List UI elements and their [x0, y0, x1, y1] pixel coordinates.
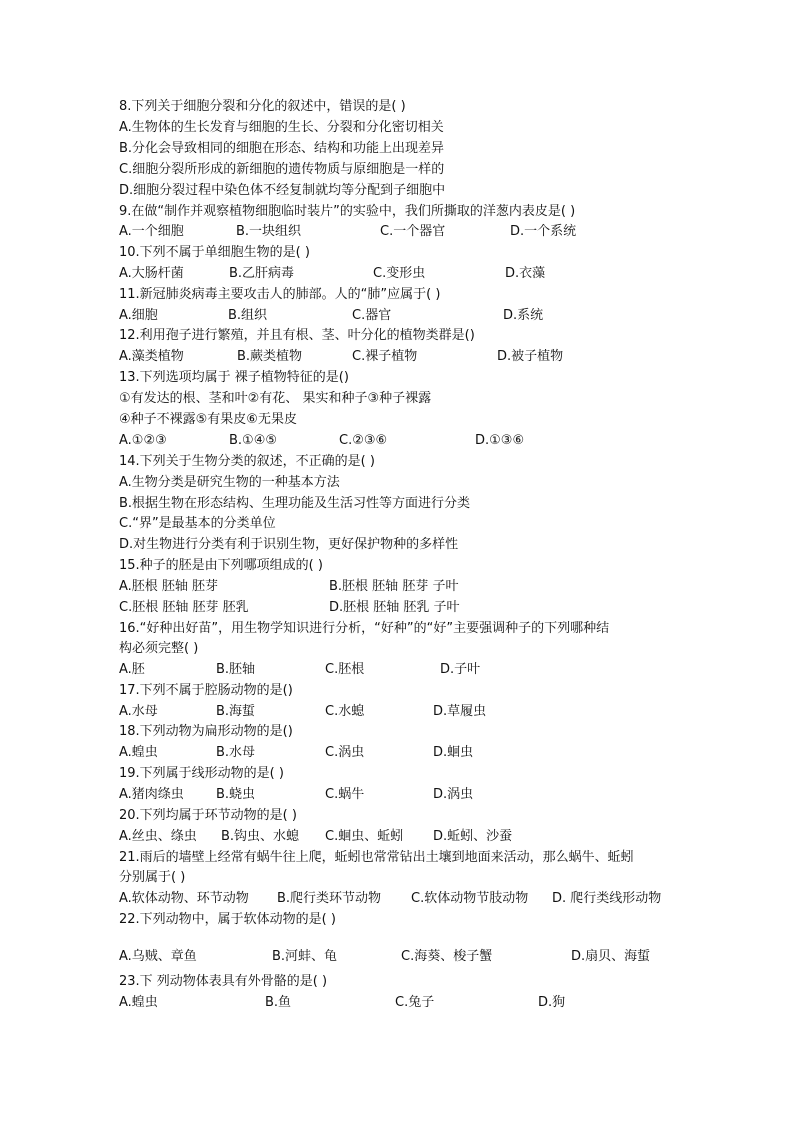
q10-option-a: A.大肠杆菌	[119, 266, 184, 281]
q14-option-c: C.“界”是最基本的分类单位	[119, 516, 276, 531]
q13-statements-2: ④种子不裸露⑤有果皮⑥无果皮	[119, 412, 297, 427]
q11-option-c: C.器官	[352, 308, 392, 323]
q23-option-c: C.兔子	[395, 995, 435, 1010]
q11-option-d: D.系统	[503, 308, 544, 323]
q15-option-d: D.胚根 胚轴 胚乳 子叶	[329, 600, 460, 615]
q9-option-d: D.一个系统	[510, 224, 577, 239]
question-18-stem: 18.下列动物为扁形动物的是()	[119, 724, 293, 739]
q10-option-c: C.变形虫	[373, 266, 426, 281]
q8-option-d: D.细胞分裂过程中染色体不经复制就均等分配到子细胞中	[119, 183, 446, 198]
question-16-stem-cont: 构必须完整( )	[119, 641, 199, 656]
q8-option-a: A.生物体的生长发育与细胞的生长、分裂和分化密切相关	[119, 120, 444, 135]
question-22-stem: 22.下列动物中，属于软体动物的是( )	[119, 912, 336, 927]
question-21-stem-cont: 分别属于( )	[119, 870, 186, 885]
question-11-stem: 11.新冠肺炎病毒主要攻击人的肺部。人的“肺”应属于( )	[119, 287, 441, 302]
q21-option-b: B.爬行类环节动物	[277, 891, 382, 906]
q15-option-b: B.胚根 胚轴 胚芽 子叶	[329, 579, 459, 594]
q20-option-a: A.丝虫、绦虫	[119, 829, 197, 844]
q17-option-a: A.水母	[119, 704, 158, 719]
q17-option-b: B.海蜇	[216, 704, 256, 719]
q22-option-d: D.扇贝、海蜇	[571, 949, 651, 964]
q12-option-b: B.蕨类植物	[237, 349, 303, 364]
question-8-stem: 8.下列关于细胞分裂和分化的叙述中，错误的是( )	[119, 99, 406, 114]
q8-option-b: B.分化会导致相同的细胞在形态、结构和功能上出现差异	[119, 141, 445, 156]
question-14-stem: 14.下列关于生物分类的叙述，不正确的是( )	[119, 454, 375, 469]
q12-option-d: D.被子植物	[497, 349, 564, 364]
q14-option-d: D.对生物进行分类有利于识别生物，更好保护物种的多样性	[119, 537, 459, 552]
q20-option-b: B.钩虫、水螅	[221, 829, 300, 844]
q11-option-a: A.细胞	[119, 308, 158, 323]
q17-option-d: D.草履虫	[433, 704, 487, 719]
q12-option-c: C.裸子植物	[352, 349, 418, 364]
q18-option-b: B.水母	[216, 745, 256, 760]
q14-option-b: B.根据生物在形态结构、生理功能及生活习性等方面进行分类	[119, 496, 471, 511]
q17-option-c: C.水螅	[325, 704, 365, 719]
q16-option-c: C.胚根	[325, 662, 365, 677]
q19-option-c: C.蜗牛	[325, 787, 365, 802]
q18-option-a: A.蝗虫	[119, 745, 158, 760]
q21-option-c: C.软体动物节肢动物	[411, 891, 529, 906]
q9-option-a: A.一个细胞	[119, 224, 184, 239]
question-13-stem: 13.下列选项均属于 裸子植物特征的是()	[119, 370, 349, 385]
q8-option-c: C.细胞分裂所形成的新细胞的遗传物质与原细胞是一样的	[119, 162, 445, 177]
q21-option-d: D. 爬行类线形动物	[552, 891, 662, 906]
q13-option-b: B.①④⑤	[229, 433, 278, 448]
question-16-stem: 16.“好种出好苗”，用生物学知识进行分析，“好种”的“好”主要强调种子的下列哪种结	[119, 621, 610, 636]
q16-option-b: B.胚轴	[216, 662, 256, 677]
question-21-stem: 21.雨后的墙壁上经常有蜗牛往上爬，蚯蚓也常常钻出土壤到地面来活动，那么蜗牛、蚯蚓	[119, 850, 634, 865]
q13-option-c: C.②③⑥	[339, 433, 388, 448]
q22-option-c: C.海葵、梭子蟹	[401, 949, 493, 964]
q23-option-a: A.蝗虫	[119, 995, 158, 1010]
question-12-stem: 12.利用孢子进行繁殖，并且有根、茎、叶分化的植物类群是()	[119, 328, 475, 343]
q15-option-a: A.胚根 胚轴 胚芽	[119, 579, 219, 594]
question-9-stem: 9.在做“制作并观察植物细胞临时装片”的实验中，我们所撕取的洋葱内表皮是( )	[119, 204, 576, 219]
q22-option-a: A.乌贼、章鱼	[119, 949, 197, 964]
q20-option-d: D.蚯蚓、沙蚕	[433, 829, 513, 844]
q14-option-a: A.生物分类是研究生物的一种基本方法	[119, 475, 340, 490]
q11-option-b: B.组织	[228, 308, 268, 323]
q13-option-d: D.①③⑥	[475, 433, 525, 448]
q9-option-b: B.一块组织	[236, 224, 302, 239]
question-15-stem: 15.种子的胚是由下列哪项组成的( )	[119, 558, 323, 573]
q9-option-c: C.一个器官	[380, 224, 446, 239]
q13-statements-1: ①有发达的根、茎和叶②有花、 果实和种子③种子裸露	[119, 391, 432, 406]
q23-option-b: B.鱼	[265, 995, 292, 1010]
q12-option-a: A.藻类植物	[119, 349, 184, 364]
question-19-stem: 19.下列属于线形动物的是( )	[119, 766, 284, 781]
q22-option-b: B.河蚌、龟	[272, 949, 338, 964]
q18-option-d: D.蛔虫	[433, 745, 474, 760]
q10-option-d: D.衣藻	[505, 266, 546, 281]
q20-option-c: C.蛔虫、蚯蚓	[325, 829, 404, 844]
q16-option-a: A.胚	[119, 662, 145, 677]
q23-option-d: D.狗	[538, 995, 566, 1010]
q10-option-b: B.乙肝病毒	[229, 266, 295, 281]
q18-option-c: C.涡虫	[325, 745, 365, 760]
question-23-stem: 23.下 列动物体表具有外骨骼的是( )	[119, 974, 328, 989]
question-20-stem: 20.下列均属于环节动物的是( )	[119, 808, 297, 823]
q21-option-a: A.软体动物、环节动物	[119, 891, 249, 906]
q13-option-a: A.①②③	[119, 433, 167, 448]
q19-option-b: B.蛲虫	[216, 787, 256, 802]
q19-option-a: A.猪肉绦虫	[119, 787, 184, 802]
question-17-stem: 17.下列不属于腔肠动物的是()	[119, 683, 293, 698]
q16-option-d: D.子叶	[440, 662, 481, 677]
q19-option-d: D.涡虫	[433, 787, 474, 802]
question-10-stem: 10.下列不属于单细胞生物的是( )	[119, 245, 310, 260]
q15-option-c: C.胚根 胚轴 胚芽 胚乳	[119, 600, 249, 615]
